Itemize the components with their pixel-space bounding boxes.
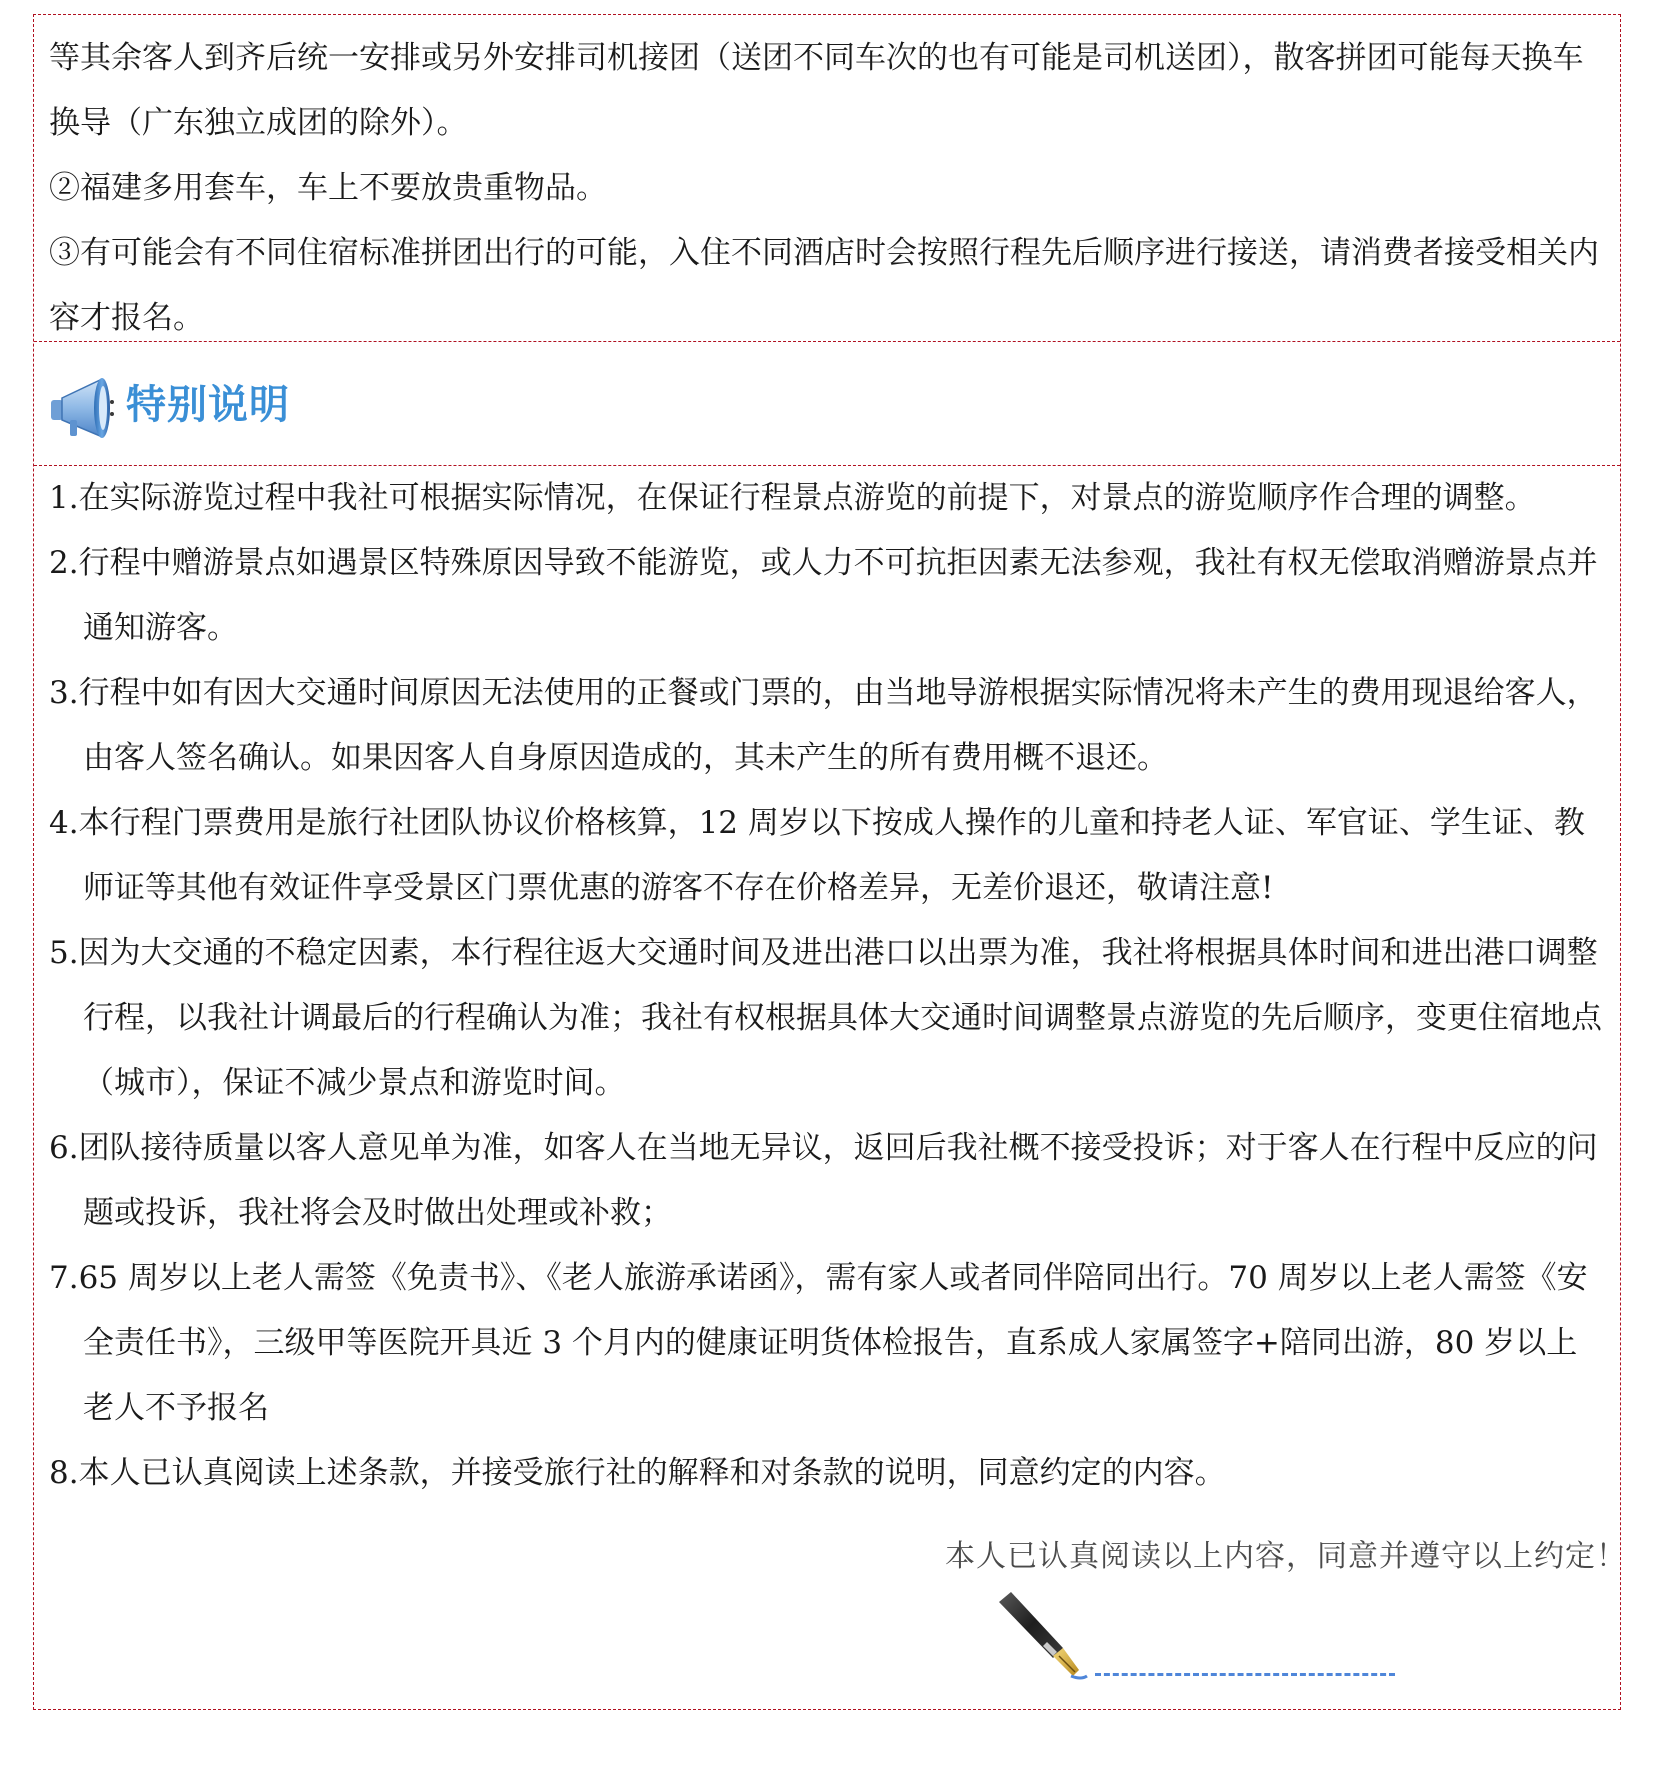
- notes-list: [49, 466, 1606, 1506]
- signature-line[interactable]: [1095, 1673, 1395, 1676]
- notes-section: [34, 466, 1620, 1709]
- list-item: 6.团队接待质量以客人意见单为准，如客人在当地无异议，返回后我社概不接受投诉；对于客人在行程中反应的问题或投诉，我社将会及时做出处理或补救；: [49, 1130, 1598, 1231]
- section-title: 特别说明: [126, 382, 290, 428]
- megaphone-icon: [48, 372, 118, 444]
- paragraph: ③有可能会有不同住宿标准拼团出行的可能，入住不同酒店时会按照行程先后顺序进行接送，请消费者接受相关内容才报名。: [49, 235, 1599, 336]
- confirm-statement: 本人已认真阅读以上内容，同意并遵守以上约定！: [945, 1539, 1627, 1574]
- section-header: [34, 342, 1620, 466]
- list-item: 3.行程中如有因大交通时间原因无法使用的正餐或门票的，由当地导游根据实际情况将未产生的费用现退给客人，由客人签名确认。如果因客人自身原因造成的，其未产生的所有费用概不退还。: [49, 675, 1598, 776]
- document-frame: [33, 14, 1621, 1710]
- paragraph: 等其余客人到齐后统一安排或另外安排司机接团（送团不同车次的也有可能是司机送团），散客拼团可能每天换车换导（广东独立成团的除外）。: [49, 40, 1584, 141]
- list-item: 7.65 周岁以上老人需签《免责书》、《老人旅游承诺函》，需有家人或者同伴陪同出行。70 周岁以上老人需签《安全责任书》，三级甲等医院开具近 3 个月内的健康证明货体检报告，直系成人家属签字+陪同出游，80 岁以上老人不予报名: [49, 1260, 1588, 1426]
- fountain-pen-icon: [997, 1590, 1089, 1680]
- list-item: 1.在实际游览过程中我社可根据实际情况，在保证行程景点游览的前提下，对景点的游览顺序作合理的调整。: [49, 480, 1536, 516]
- list-item: 8.本人已认真阅读上述条款，并接受旅行社的解释和对条款的说明，同意约定的内容。: [49, 1455, 1226, 1491]
- list-item: 2.行程中赠游景点如遇景区特殊原因导致不能游览，或人力不可抗拒因素无法参观，我社有权无偿取消赠游景点并通知游客。: [49, 545, 1598, 646]
- list-item: 5.因为大交通的不稳定因素，本行程往返大交通时间及进出港口以出票为准，我社将根据具体时间和进出港口调整行程，以我社计调最后的行程确认为准；我社有权根据具体大交通时间调整景点游览的先后顺序，变更住宿地点（城市），保证不减少景点和游览时间。: [49, 935, 1602, 1101]
- paragraph: ②福建多用套车，车上不要放贵重物品。: [49, 170, 607, 206]
- list-item: 4.本行程门票费用是旅行社团队协议价格核算，12 周岁以下按成人操作的儿童和持老人证、军官证、学生证、教师证等其他有效证件享受景区门票优惠的游客不存在价格差异，无差价退还，敬请注意!: [49, 805, 1585, 906]
- top-section: [34, 15, 1620, 342]
